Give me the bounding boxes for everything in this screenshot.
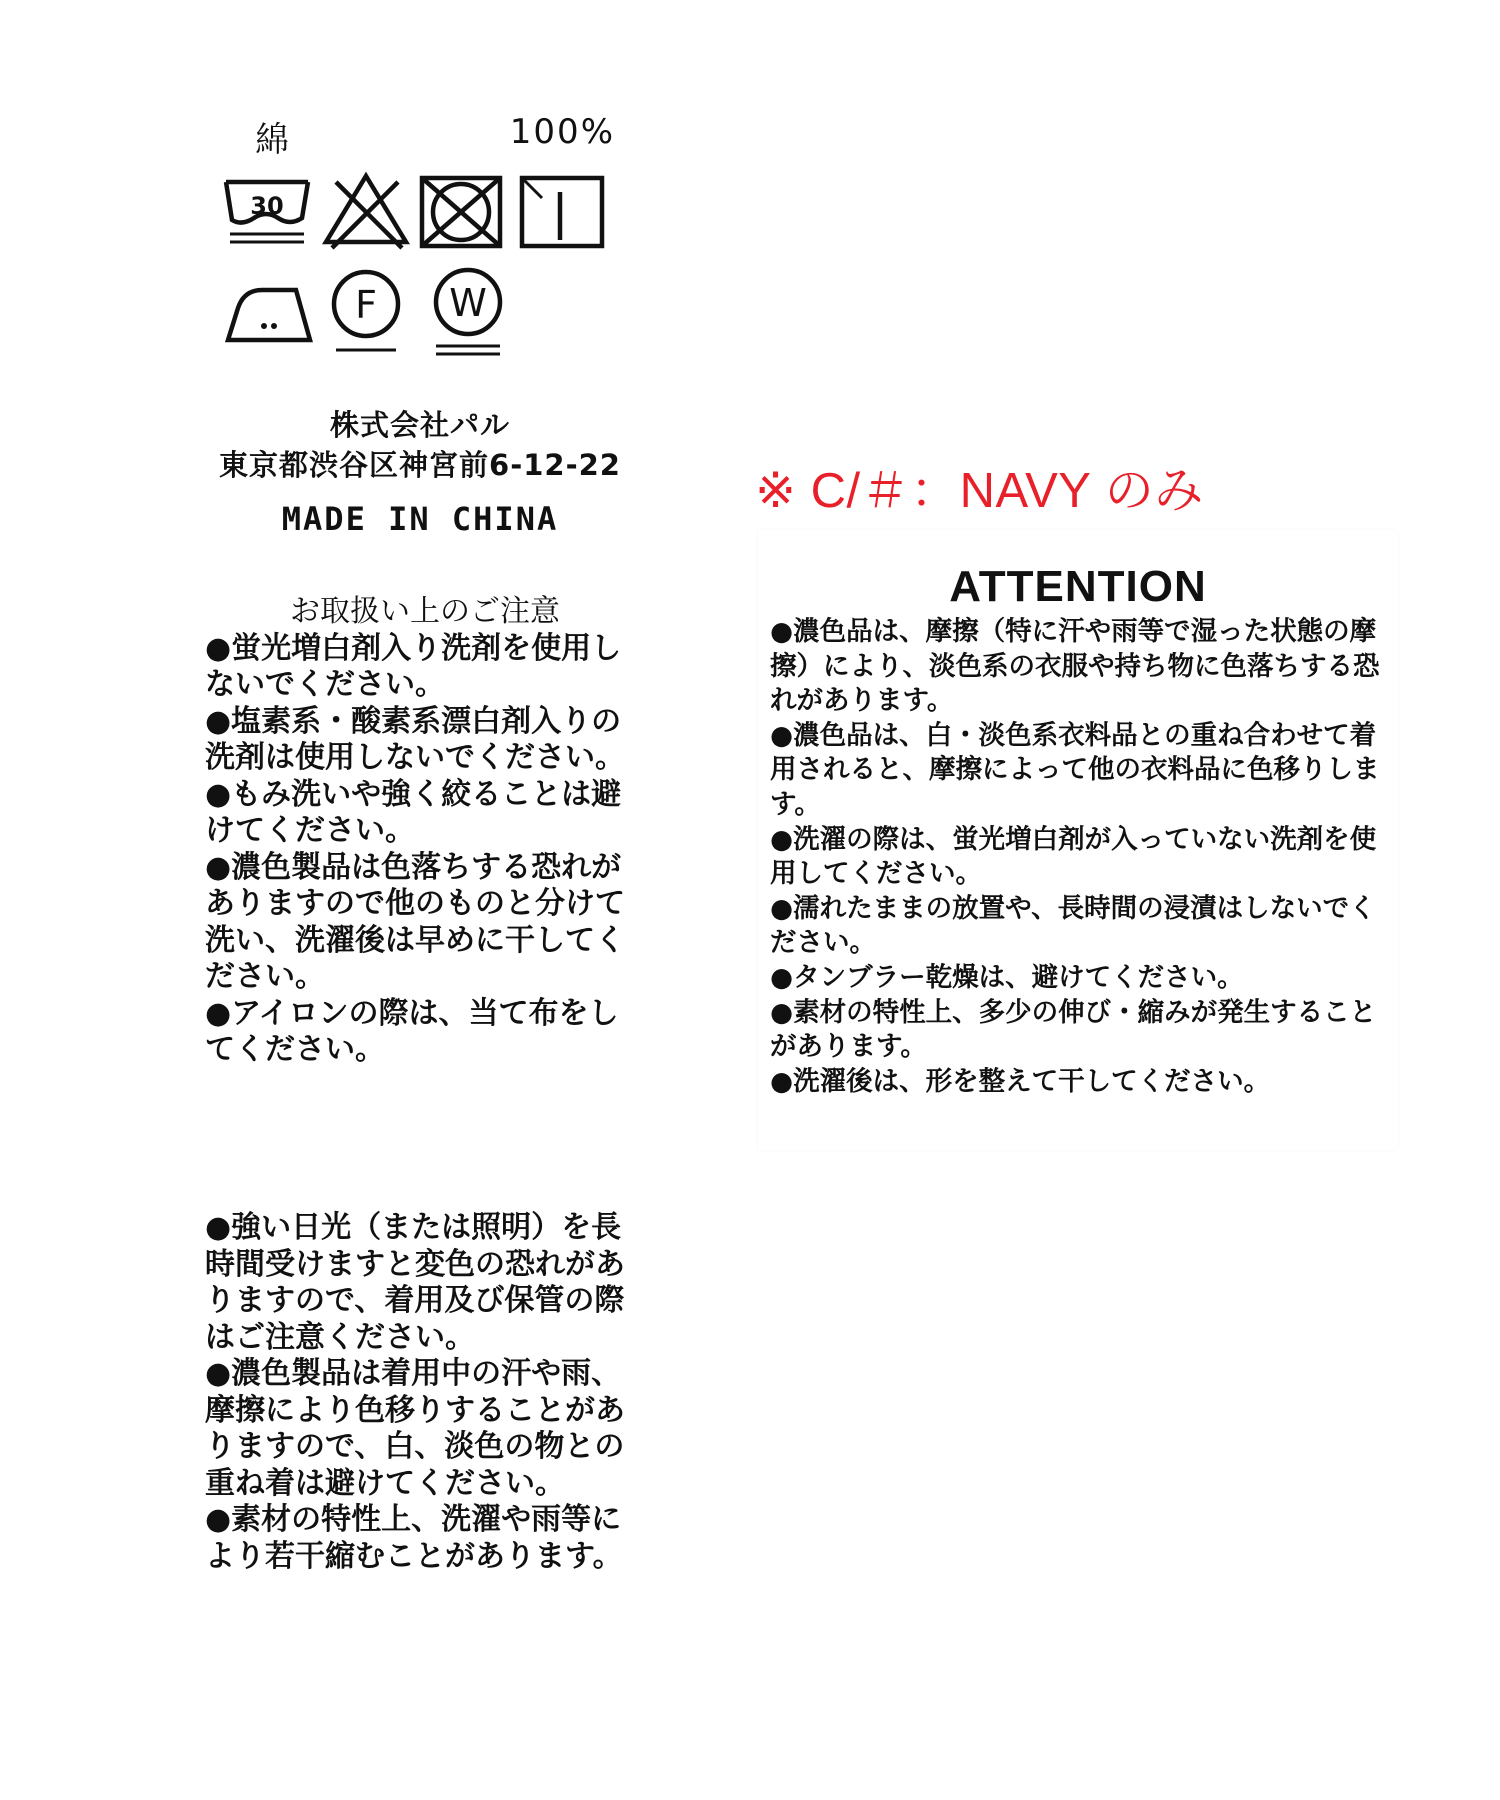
care-notes [205, 594, 645, 1069]
attention-item: ●濡れたままの放置や、長時間の浸漬はしないでください。 [770, 892, 1376, 959]
attention-item: ●洗濯の際は、蛍光増白剤が入っていない洗剤を使用してください。 [770, 823, 1377, 890]
attention-item: ●洗濯後は、形を整えて干してください。 [770, 1065, 1271, 1097]
attention-title: ATTENTION [949, 562, 1207, 611]
company-address: 東京都渋谷区神宮前6-12-22 [219, 448, 621, 482]
care-notes-continued [205, 1210, 645, 1575]
wet-clean-w-icon [436, 270, 500, 354]
wash-tub-30-icon [226, 182, 308, 242]
care-note-item: ●塩素系・酸素系漂白剤入りの洗剤は使用しないでください。 [205, 703, 625, 775]
fiber-material: 綿 [255, 120, 291, 160]
svg-text:W: W [449, 281, 487, 325]
company-name: 株式会社パル [329, 408, 510, 442]
no-bleach-icon [326, 176, 406, 248]
care-note-item: ●強い日光（または照明）を長時間受けますと変色の恐れがありますので、着用及び保管の際はご注意ください。 [205, 1210, 625, 1355]
svg-text:F: F [355, 283, 377, 327]
care-notes-title: お取扱い上のご注意 [290, 594, 560, 629]
iron-low-icon [228, 290, 310, 340]
attention-item: ●素材の特性上、多少の伸び・縮みが発生することがあります。 [770, 996, 1377, 1063]
navy-only-note: ※ C/＃：NAVY のみ [755, 464, 1204, 518]
attention-item: ●タンブラー乾燥は、避けてください。 [770, 961, 1244, 993]
care-symbols [222, 170, 612, 365]
no-tumble-dry-icon [422, 178, 500, 246]
care-note-item: ●もみ洗いや強く絞ることは避けてください。 [205, 776, 622, 848]
line-dry-shade-icon [522, 178, 602, 246]
fiber-percent: 100% [509, 112, 615, 152]
attention-notes [770, 615, 1395, 1099]
care-note-item: ●アイロンの際は、当て布をしてください。 [205, 995, 619, 1067]
fiber-content [255, 112, 615, 161]
care-note-item: ●素材の特性上、洗濯や雨等により若干縮むことがあります。 [205, 1502, 623, 1574]
care-note-item: ●濃色製品は色落ちする恐れがありますので他のものと分けて洗い、洗濯後は早めに干してください。 [205, 849, 625, 994]
attention-item: ●濃色品は、摩擦（特に汗や雨等で湿った状態の摩擦）により、淡色系の衣服や持ち物に色落ちする恐れがあります。 [770, 616, 1380, 717]
svg-text:30: 30 [250, 192, 284, 220]
care-note-item: ●濃色製品は着用中の汗や雨、摩擦により色移りすることがありますので、白、淡色の物との重ね着は避けてください。 [205, 1356, 625, 1501]
attention-item: ●濃色品は、白・淡色系衣料品との重ね合わせて着用されると、摩擦によって他の衣料品に色移りします。 [770, 719, 1380, 820]
company-info [200, 405, 640, 485]
country-of-origin: MADE IN CHINA [281, 500, 559, 538]
care-note-item: ●蛍光増白剤入り洗剤を使用しないでください。 [205, 630, 622, 702]
dry-clean-f-icon [334, 272, 398, 350]
